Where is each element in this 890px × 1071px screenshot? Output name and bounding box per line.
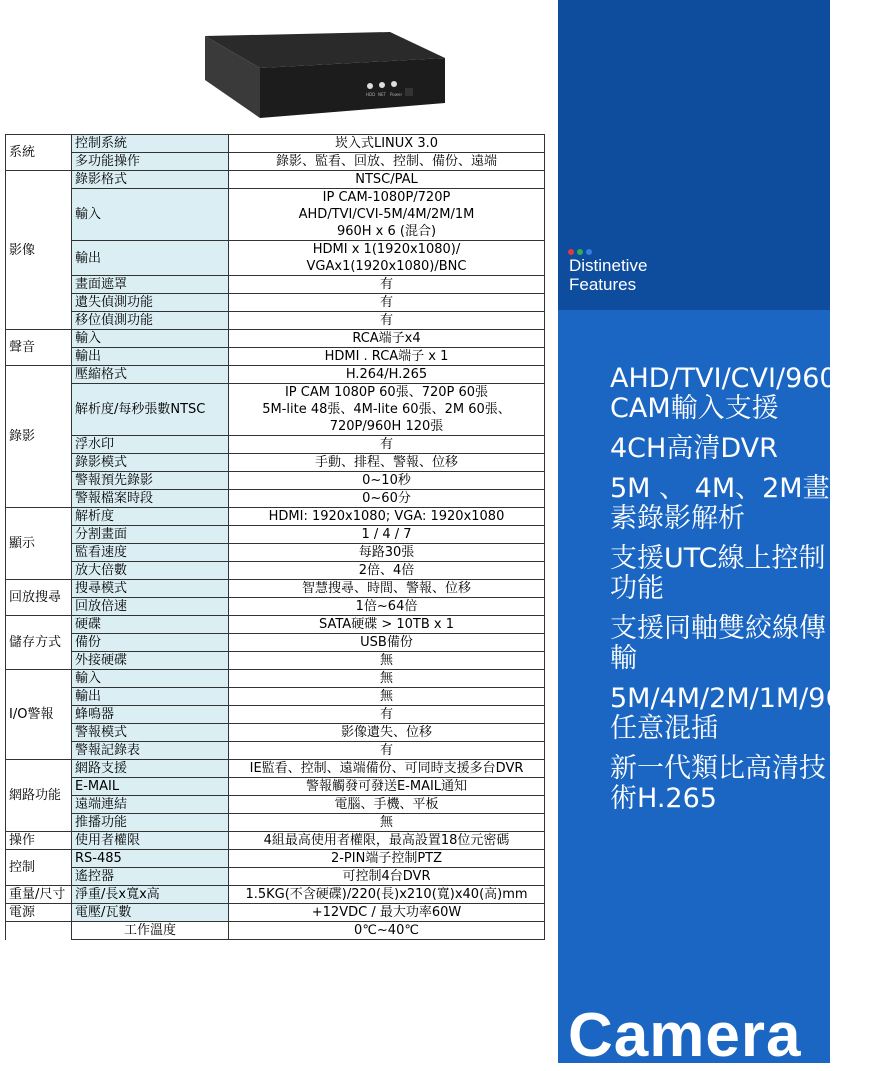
table-row (6, 724, 545, 742)
spec-item: 警報預先錄影 (72, 472, 229, 490)
spec-value: 崁入式LINUX 3.0 (229, 135, 545, 153)
spec-item: 浮水印 (72, 436, 229, 454)
spec-value: H.264/H.265 (229, 366, 545, 384)
spec-item: 警報記錄表 (72, 742, 229, 760)
table-row (6, 472, 545, 490)
feature-item: 4CH高清DVR (610, 433, 778, 464)
table-row (6, 294, 545, 312)
spec-item: 蜂鳴器 (72, 706, 229, 724)
spec-category: 系統 (6, 135, 72, 171)
spec-item: RS-485 (72, 850, 229, 868)
spec-item: 警報模式 (72, 724, 229, 742)
spec-category: 操作 (6, 832, 72, 850)
spec-item: 多功能操作 (72, 153, 229, 171)
table-row (6, 814, 545, 832)
spec-value: 無 (229, 688, 545, 706)
table-row (6, 153, 545, 171)
spec-value: NTSC/PAL (229, 171, 545, 189)
spec-value: 2倍、4倍 (229, 562, 545, 580)
feature-item: 5M 、 4M、2M畫素錄影解析 (610, 473, 830, 534)
table-row (6, 312, 545, 330)
table-row (6, 634, 545, 652)
spec-item: 遠端連結 (72, 796, 229, 814)
table-row (6, 526, 545, 544)
spec-value: 手動、排程、警報、位移 (229, 454, 545, 472)
spec-item: 分割畫面 (72, 526, 229, 544)
feature-item: 新一代類比高清技術H.265 (610, 753, 826, 814)
spec-item: 錄影格式 (72, 171, 229, 189)
spec-value: 有 (229, 436, 545, 454)
features-title-line2: Features (569, 275, 637, 294)
blue-dot-icon (586, 249, 592, 255)
spec-value: 1倍~64倍 (229, 598, 545, 616)
features-title-line1: Distinetive (569, 256, 648, 275)
feature-item: 5M/4M/2M/1M/960H任意混插 (610, 683, 881, 744)
table-row (6, 796, 545, 814)
spec-item: 控制系統 (72, 135, 229, 153)
spec-item: 輸出 (72, 241, 229, 276)
table-row (6, 688, 545, 706)
spec-value: 有 (229, 742, 545, 760)
table-row (6, 189, 545, 241)
table-row (6, 778, 545, 796)
spec-value: IE監看、控制、遠端備份、可同時支援多台DVR (229, 760, 545, 778)
led-hdd-icon (367, 83, 373, 89)
spec-category: 錄影 (6, 366, 72, 508)
spec-item: 搜尋模式 (72, 580, 229, 598)
table-row (6, 598, 545, 616)
dvr-product-image (150, 18, 450, 130)
table-row (6, 454, 545, 472)
spec-category: 電源 (6, 904, 72, 922)
led-label-net: NET (378, 92, 386, 97)
spec-value: 無 (229, 652, 545, 670)
spec-item: 備份 (72, 634, 229, 652)
table-row (6, 562, 545, 580)
spec-item: 警報檔案時段 (72, 490, 229, 508)
table-row (6, 384, 545, 436)
spec-value: 有 (229, 294, 545, 312)
feature-item: AHD/TVI/CVI/960H/IP CAM輸入支援 (610, 363, 890, 424)
spec-category: 儲存方式 (6, 616, 72, 670)
feature-item: 支援同軸雙絞線傳輸 (610, 613, 826, 674)
table-row (6, 652, 545, 670)
table-row (6, 850, 545, 868)
table-row (6, 366, 545, 384)
spec-value: 影像遺失、位移 (229, 724, 545, 742)
spec-value: +12VDC / 最大功率60W (229, 904, 545, 922)
spec-item: 輸入 (72, 189, 229, 241)
spec-table (5, 134, 545, 940)
spec-value: HDMI: 1920x1080; VGA: 1920x1080 (229, 508, 545, 526)
table-row (6, 490, 545, 508)
spec-item: 解析度 (72, 508, 229, 526)
spec-item: 工作溫度 (72, 922, 229, 940)
spec-item: 遙控器 (72, 868, 229, 886)
spec-item: 使用者權限 (72, 832, 229, 850)
table-row (6, 508, 545, 526)
table-row (6, 904, 545, 922)
spec-category: 重量/尺寸 (6, 886, 72, 904)
spec-value: 有 (229, 706, 545, 724)
spec-value: SATA硬碟 > 10TB x 1 (229, 616, 545, 634)
spec-value: 0℃~40℃ (229, 922, 545, 940)
spec-category: 網路功能 (6, 760, 72, 832)
spec-item: 回放倍速 (72, 598, 229, 616)
brand-logo: Camera (568, 1001, 802, 1070)
spec-value: 0~10秒 (229, 472, 545, 490)
table-row (6, 616, 545, 634)
table-row (6, 868, 545, 886)
table-row (6, 544, 545, 562)
spec-value: 有 (229, 276, 545, 294)
spec-item: 解析度/每秒張數NTSC (72, 384, 229, 436)
spec-value: HDMI x 1(1920x1080)/ VGAx1(1920x1080)/BNC (229, 241, 545, 276)
spec-value: 1.5KG(不含硬碟)/220(長)x210(寬)x40(高)mm (229, 886, 545, 904)
spec-item: 硬碟 (72, 616, 229, 634)
spec-value: RCA端子x4 (229, 330, 545, 348)
spec-category: 顯示 (6, 508, 72, 580)
spec-item: 網路支援 (72, 760, 229, 778)
features-title (569, 256, 647, 294)
led-net-icon (379, 82, 385, 88)
spec-category (6, 922, 72, 940)
table-row (6, 436, 545, 454)
spec-value: 錄影、監看、回放、控制、備份、遠端 (229, 153, 545, 171)
spec-category: 回放搜尋 (6, 580, 72, 616)
spec-value: 每路30張 (229, 544, 545, 562)
spec-item: 輸出 (72, 348, 229, 366)
table-row (6, 670, 545, 688)
spec-category: 控制 (6, 850, 72, 886)
table-row (6, 171, 545, 189)
spec-value: HDMI . RCA端子 x 1 (229, 348, 545, 366)
feature-item: 支援UTC線上控制功能 (610, 543, 826, 604)
spec-item: 錄影模式 (72, 454, 229, 472)
spec-category: 聲音 (6, 330, 72, 366)
features-list (610, 363, 890, 824)
spec-value: 可控制4台DVR (229, 868, 545, 886)
features-panel (558, 0, 890, 1063)
spec-item: 淨重/長x寬x高 (72, 886, 229, 904)
spec-category: 影像 (6, 171, 72, 330)
table-row (6, 922, 545, 940)
led-power-icon (391, 81, 397, 87)
led-label-power: Power (390, 92, 403, 97)
spec-item: 監看速度 (72, 544, 229, 562)
spec-item: 放大倍數 (72, 562, 229, 580)
table-row (6, 886, 545, 904)
spec-item: 輸入 (72, 670, 229, 688)
table-row (6, 706, 545, 724)
spec-item: 外接硬碟 (72, 652, 229, 670)
spec-value: 警報觸發可發送E-MAIL通知 (229, 778, 545, 796)
spec-item: 電壓/瓦數 (72, 904, 229, 922)
spec-value: 1 / 4 / 7 (229, 526, 545, 544)
green-dot-icon (577, 249, 583, 255)
red-dot-icon (568, 249, 574, 255)
spec-value: 電腦、手機、平板 (229, 796, 545, 814)
spec-item: 推播功能 (72, 814, 229, 832)
led-label-hdd: HDD (366, 92, 376, 97)
table-row (6, 135, 545, 153)
table-row (6, 832, 545, 850)
table-row (6, 276, 545, 294)
table-row (6, 580, 545, 598)
spec-value: USB備份 (229, 634, 545, 652)
spec-value: IP CAM 1080P 60張、720P 60張 5M-lite 48張、4M-lite 60張、2M 60張、 720P/960H 120張 (229, 384, 545, 436)
spec-value: 無 (229, 814, 545, 832)
spec-item: E-MAIL (72, 778, 229, 796)
spec-item: 畫面遮罩 (72, 276, 229, 294)
spec-value: 智慧搜尋、時間、警報、位移 (229, 580, 545, 598)
table-row (6, 742, 545, 760)
spec-value: 0~60分 (229, 490, 545, 508)
spec-item: 遺失偵測功能 (72, 294, 229, 312)
spec-item: 移位偵測功能 (72, 312, 229, 330)
spec-value: 2-PIN端子控制PTZ (229, 850, 545, 868)
spec-item: 輸出 (72, 688, 229, 706)
table-row (6, 760, 545, 778)
spec-category: I/O警報 (6, 670, 72, 760)
spec-value: 4組最高使用者權限，最高設置18位元密碼 (229, 832, 545, 850)
spec-value: 無 (229, 670, 545, 688)
table-row (6, 330, 545, 348)
spec-item: 壓縮格式 (72, 366, 229, 384)
spec-item: 輸入 (72, 330, 229, 348)
table-row (6, 348, 545, 366)
spec-value: 有 (229, 312, 545, 330)
table-row (6, 241, 545, 276)
spec-value: IP CAM-1080P/720P AHD/TVI/CVI-5M/4M/2M/1M 960H x 6 (混合) (229, 189, 545, 241)
